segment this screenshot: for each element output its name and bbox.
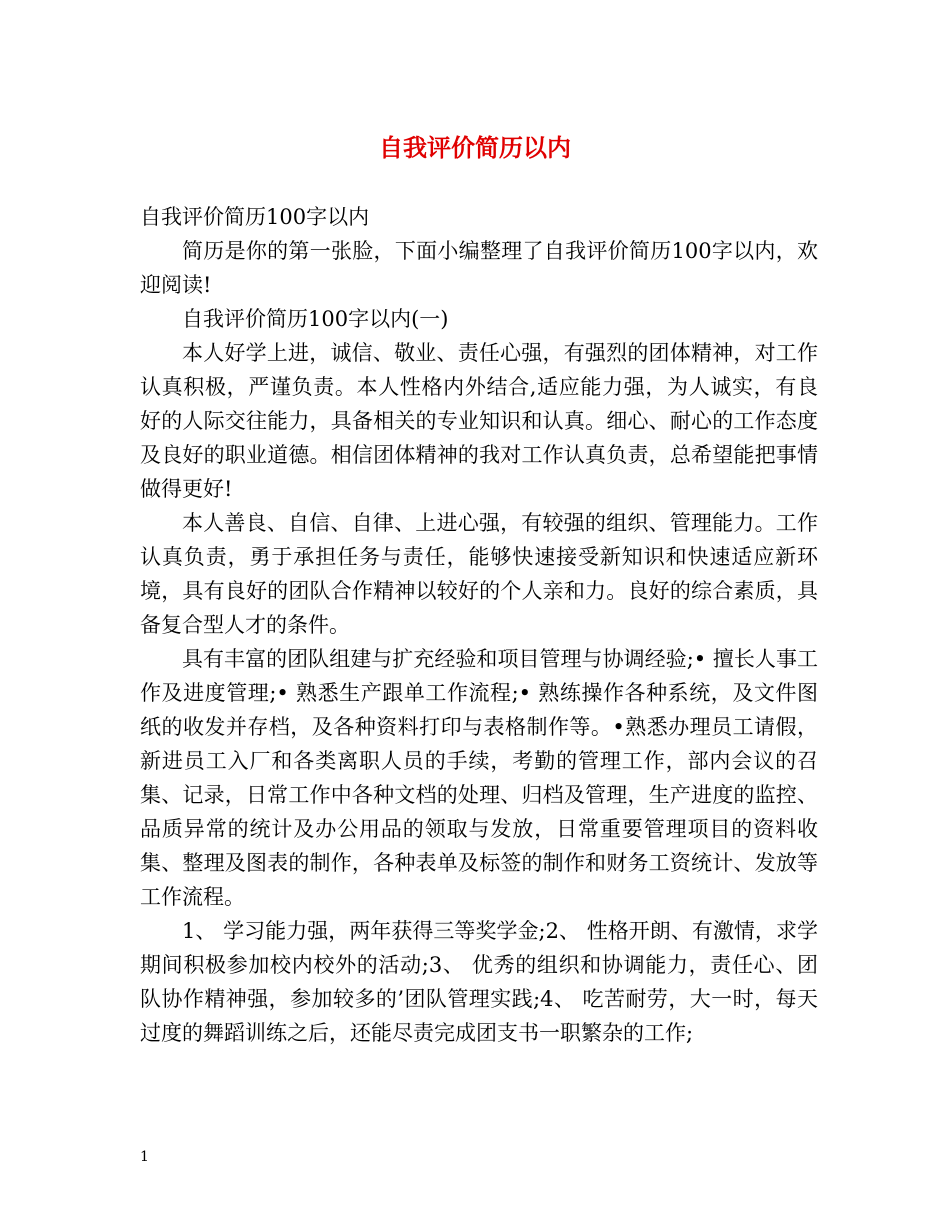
page-number: 1 xyxy=(140,1149,149,1165)
document-body xyxy=(140,200,818,1050)
paragraph-body-4: 1、 学习能力强，两年获得三等奖学金;2、 性格开朗、有激情，求学期间积极参加校内校外的活动;3、 优秀的组织和协调能力，责任心、团队协作精神强，参加较多的’团队管理实践;4、 吃苦耐劳，大一时，每天过度的舞蹈训练之后，还能尽责完成团支书一职繁杂的工作; xyxy=(140,919,818,1045)
paragraph-body-2: 本人善良、自信、自律、上进心强，有较强的组织、管理能力。工作认真负责，勇于承担任务与责任，能够快速接受新知识和快速适应新环境，具有良好的团队合作精神以较好的个人亲和力。良好的综合素质，具备复合型人才的条件。 xyxy=(140,511,818,637)
paragraph-intro: 简历是你的第一张脸，下面小编整理了自我评价简历100字以内，欢迎阅读! xyxy=(140,239,818,297)
paragraph-subheading: 自我评价简历100字以内(一) xyxy=(182,307,449,331)
paragraph-heading: 自我评价简历100字以内 xyxy=(140,205,370,229)
paragraph-body-1: 本人好学上进，诚信、敬业、责任心强，有强烈的团体精神，对工作认真积极，严谨负责。本人性格内外结合,适应能力强，为人诚实，有良好的人际交往能力，具备相关的专业知识和认真。细心、耐心的工作态度及良好的职业道德。相信团体精神的我对工作认真负责，总希望能把事情做得更好! xyxy=(140,341,818,501)
paragraph-body-3: 具有丰富的团队组建与扩充经验和项目管理与协调经验;• 擅长人事工作及进度管理;• 熟悉生产跟单工作流程;• 熟练操作各种系统，及文件图纸的收发并存档，及各种资料打印与表格制作等。•熟悉办理员工请假，新进员工入厂和各类离职人员的手续，考勤的管理工作，部内会议的召集、记录，日常工作中各种文档的处理、归档及管理，生产进度的监控、品质异常的统计及办公用品的领取与发放，日常重要管理项目的资料收集、整理及图表的制作，各种表单及标签的制作和财务工资统计、发放等工作流程。 xyxy=(140,647,818,909)
document-title: 自我评价简历以内 xyxy=(379,133,571,162)
